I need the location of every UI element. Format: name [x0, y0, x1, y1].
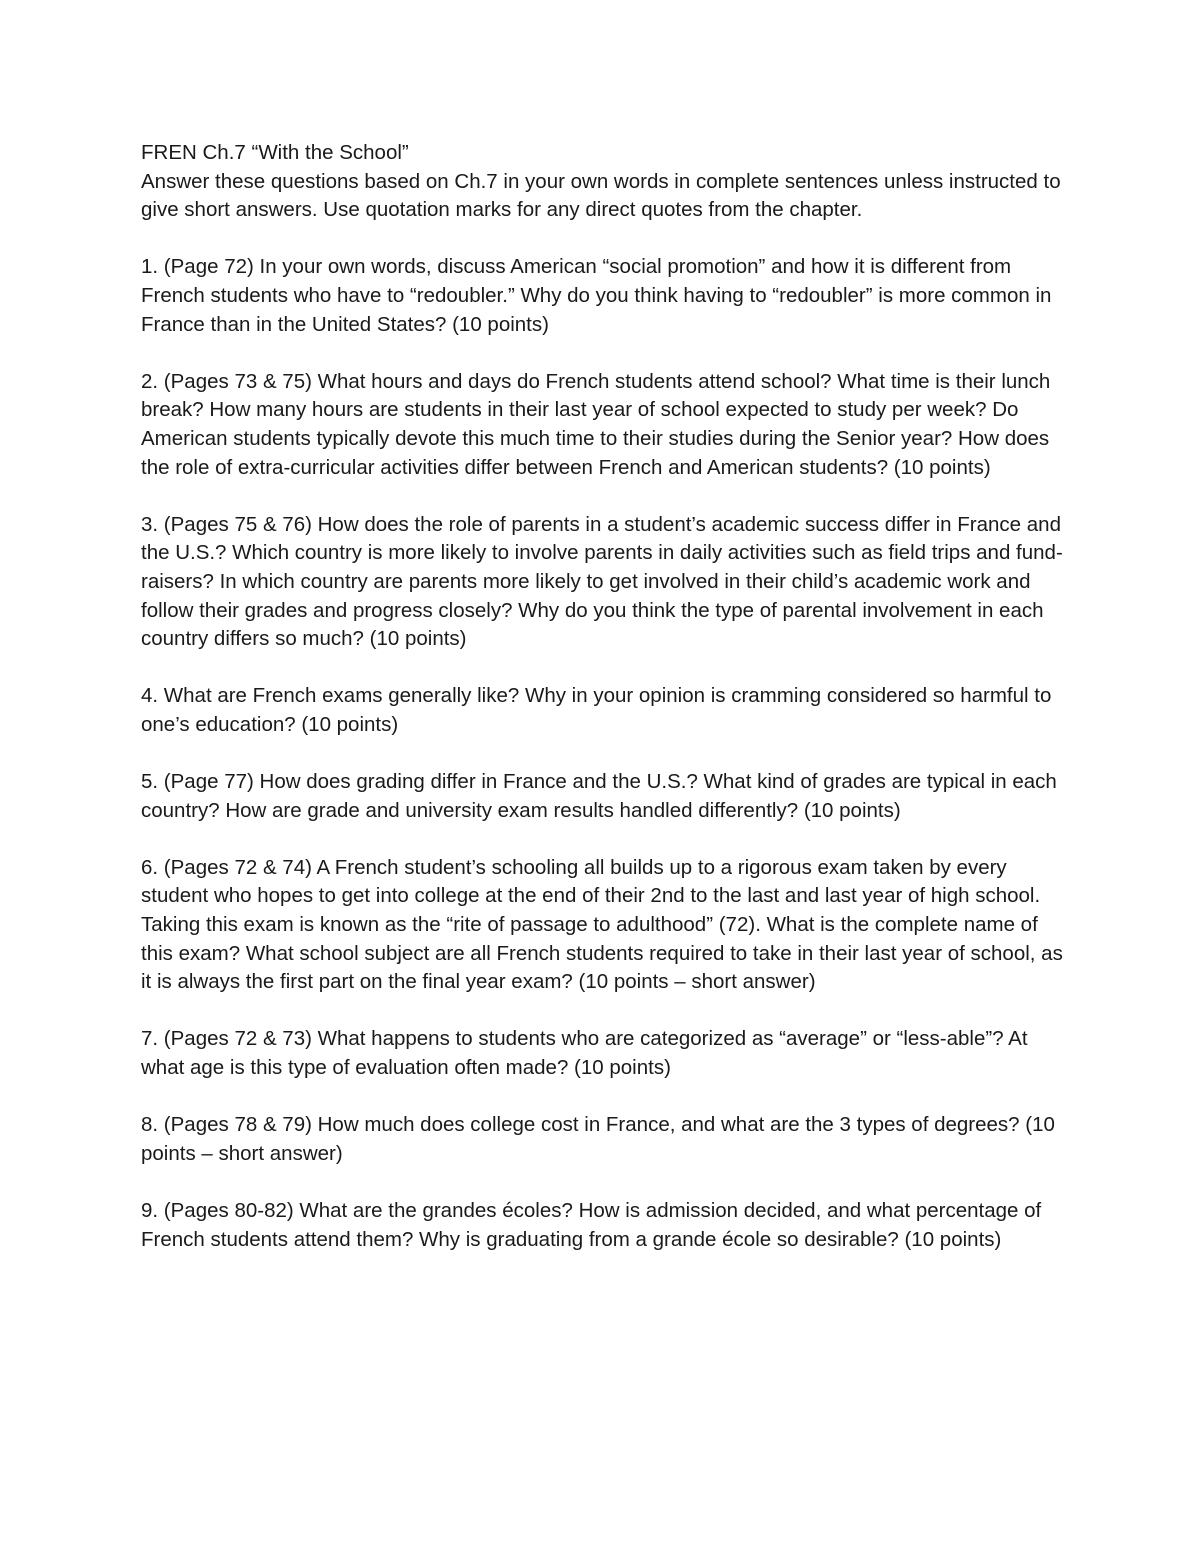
document-instructions: Answer these questions based on Ch.7 in your own words in complete sentences unless instructed to give short answers. Use quotation marks for any direct quotes from the chapter. — [141, 169, 1061, 222]
question-4: 4. What are French exams generally like? Why in your opinion is cramming considered so harmful to one’s education? (10 points) — [141, 684, 1052, 736]
question-7: 7. (Pages 72 & 73) What happens to students who are categorized as “average” or “less-able”? At what age is this type of evaluation often made? (10 points) — [141, 1027, 1028, 1079]
document-title: FREN Ch.7 “With the School” — [141, 141, 409, 164]
document-page — [141, 139, 1071, 1283]
question-9: 9. (Pages 80-82) What are the grandes écoles? How is admission decided, and what percentage of French students attend them? Why is graduating from a grande école so desirable? (10 points) — [141, 1198, 1042, 1251]
question-3: 3. (Pages 75 & 76) How does the role of parents in a student’s academic success differ in France and the U.S.? Which country is more likely to involve parents in daily activities such as field trips and fund-raisers? In which country are parents more likely to get involved in their child’s academic work and follow their grades and progress closely? Why do you think the type of parental involvement in each country differs so much? (10 points) — [141, 512, 1063, 651]
question-2: 2. (Pages 73 & 75) What hours and days do French students attend school? What time is their lunch break? How many hours are students in their last year of school expected to study per week? Do American students typically devote this much time to their studies during the Senior year? How does the role of extra-curricular activities differ between French and American students? (10 points) — [141, 369, 1051, 479]
question-5: 5. (Page 77) How does grading differ in France and the U.S.? What kind of grades are typical in each country? How are grade and university exam results handled differently? (10 points) — [141, 770, 1057, 822]
document-header — [141, 139, 1071, 225]
question-1: 1. (Page 72) In your own words, discuss American “social promotion” and how it is different from French students who have to “redoubler.” Why do you think having to “redoubler” is more common in France than in the United States? (10 points) — [141, 255, 1052, 336]
question-6: 6. (Pages 72 & 74) A French student’s schooling all builds up to a rigorous exam taken by every student who hopes to get into college at the end of their 2nd to the last and last year of high school. Taking this exam is known as the “rite of passage to adulthood” (72). What is the complete name of this exam? What school subject are all French students required to take in their last year of school, as it is always the first part on the final year exam? (10 points – short answer) — [141, 855, 1063, 994]
question-8: 8. (Pages 78 & 79) How much does college cost in France, and what are the 3 types of degrees? (10 points – short answer) — [141, 1113, 1055, 1165]
